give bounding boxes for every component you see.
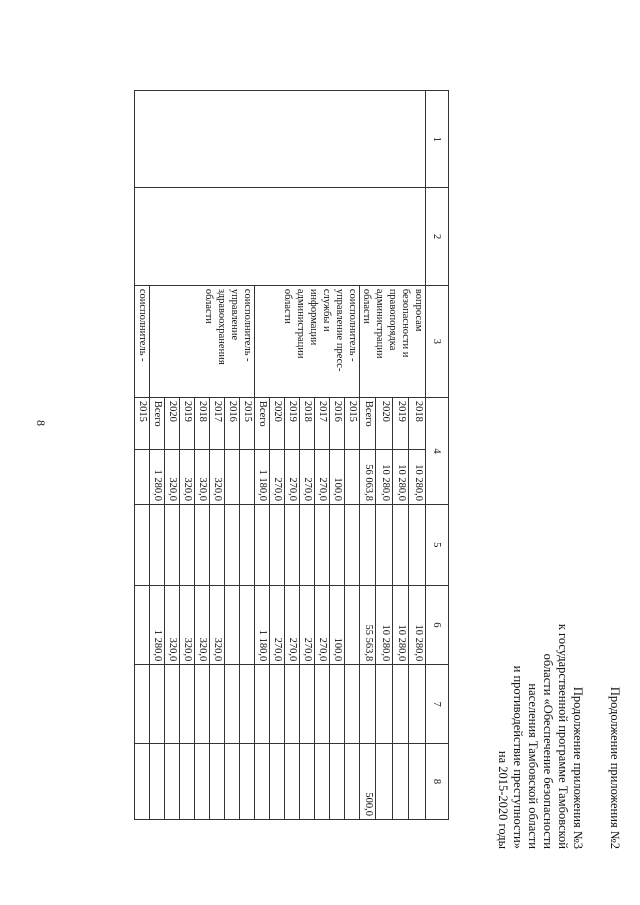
cell-col1 [135, 91, 426, 188]
col8-cell [409, 743, 426, 819]
executor-line: безопасности и [400, 288, 411, 358]
col6-cell: 320,0 [210, 585, 225, 665]
col5-cell [225, 505, 240, 586]
year-cell: 2018 [195, 397, 210, 449]
total-cell: 270,0 [300, 449, 315, 504]
total-cell [345, 449, 360, 504]
col7-cell [285, 665, 300, 744]
column-header: 3 [426, 285, 449, 397]
col7-cell [315, 665, 330, 744]
col5-cell [300, 505, 315, 586]
col8-cell [300, 743, 315, 819]
col6-cell: 10 280,0 [409, 585, 426, 665]
table-body [135, 91, 426, 820]
year-cell: 2015 [240, 397, 255, 449]
total-cell: 1 280,0 [150, 449, 165, 504]
col5-cell [270, 505, 285, 586]
total-cell [240, 449, 255, 504]
column-header: 7 [426, 665, 449, 744]
col8-cell [376, 743, 393, 819]
executor-cell [255, 285, 360, 397]
year-cell: Всего [150, 397, 165, 449]
col7-cell [240, 665, 255, 744]
executor-line: вопросам [413, 288, 424, 332]
total-cell: 1 180,0 [255, 449, 270, 504]
executor-line: службы и [321, 288, 332, 332]
total-cell: 270,0 [270, 449, 285, 504]
year-cell: 2019 [180, 397, 195, 449]
total-cell [135, 449, 150, 504]
col6-cell: 270,0 [315, 585, 330, 665]
header-continuation: Продолжение приложения №2 [608, 686, 622, 849]
col5-cell [409, 505, 426, 586]
col5-cell [210, 505, 225, 586]
col8-cell [285, 743, 300, 819]
year-cell: 2020 [165, 397, 180, 449]
column-header: 4 [426, 397, 449, 504]
year-cell: 2016 [225, 397, 240, 449]
executor-cell [150, 285, 255, 397]
col6-cell: 270,0 [270, 585, 285, 665]
col8-cell [255, 743, 270, 819]
year-cell: 2017 [210, 397, 225, 449]
executor-line: администрации [295, 288, 306, 359]
executor-line: области [361, 288, 372, 324]
column-header: 2 [426, 188, 449, 285]
col6-cell: 270,0 [285, 585, 300, 665]
total-cell [225, 449, 240, 504]
header-line: области «Обеспечение безопасности [541, 653, 555, 849]
col6-cell [135, 585, 150, 665]
col8-cell [393, 743, 410, 819]
col5-cell [195, 505, 210, 586]
col6-cell: 10 280,0 [393, 585, 410, 665]
executor-line: здравоохранения [216, 288, 227, 365]
col8-cell [150, 743, 165, 819]
header-line: и противодействие преступности» [511, 665, 525, 849]
col7-cell [376, 665, 393, 744]
total-cell: 10 280,0 [409, 449, 426, 504]
col8-cell [240, 743, 255, 819]
col8-cell [345, 743, 360, 819]
year-cell: 2020 [270, 397, 285, 449]
col8-cell [135, 743, 150, 819]
col5-cell [360, 505, 377, 586]
col7-cell [165, 665, 180, 744]
column-header: 6 [426, 585, 449, 665]
total-cell: 320,0 [180, 449, 195, 504]
col8-cell [270, 743, 285, 819]
year-cell: 2019 [285, 397, 300, 449]
col8-cell [330, 743, 345, 819]
col5-cell [255, 505, 270, 586]
col7-cell [360, 665, 377, 744]
col5-cell [393, 505, 410, 586]
col5-cell [135, 505, 150, 586]
col7-cell [300, 665, 315, 744]
col6-cell: 270,0 [300, 585, 315, 665]
executor-line: управление пресс- [334, 288, 345, 372]
executor-line: области [282, 288, 293, 324]
total-cell: 320,0 [195, 449, 210, 504]
col7-cell [225, 665, 240, 744]
col5-cell [285, 505, 300, 586]
year-cell: 2015 [135, 397, 150, 449]
col8-cell [225, 743, 240, 819]
executor-cell [135, 285, 150, 397]
col6-cell [225, 585, 240, 665]
finance-table [134, 90, 449, 820]
header-line: к государственной программе Тамбовской [556, 623, 570, 849]
col7-cell [393, 665, 410, 744]
col5-cell [240, 505, 255, 586]
year-cell: 2016 [330, 397, 345, 449]
header-line: населения Тамбовской области [526, 683, 540, 849]
col5-cell [376, 505, 393, 586]
col5-cell [345, 505, 360, 586]
executor-line: управление [229, 288, 240, 341]
year-cell: Всего [360, 397, 377, 449]
col7-cell [270, 665, 285, 744]
executor-line: соисполнитель - [137, 288, 148, 362]
column-header: 1 [426, 91, 449, 188]
year-cell: 2015 [345, 397, 360, 449]
col7-cell [195, 665, 210, 744]
year-cell: 2019 [393, 397, 410, 449]
year-cell: 2018 [409, 397, 426, 449]
executor-line: информации [308, 288, 319, 346]
executor-line: администрации [374, 288, 385, 359]
year-cell: 2018 [300, 397, 315, 449]
col7-cell [409, 665, 426, 744]
executor-cell [360, 285, 426, 397]
col8-cell [195, 743, 210, 819]
total-cell: 100,0 [330, 449, 345, 504]
col7-cell [210, 665, 225, 744]
col6-cell: 1 280,0 [150, 585, 165, 665]
col5-cell [330, 505, 345, 586]
col8-cell: 500,0 [360, 743, 377, 819]
col8-cell [165, 743, 180, 819]
total-cell: 10 280,0 [393, 449, 410, 504]
year-cell: Всего [255, 397, 270, 449]
cell-col2 [135, 188, 426, 285]
executor-line: правопорядка [387, 288, 398, 351]
col8-cell [315, 743, 330, 819]
col7-cell [330, 665, 345, 744]
page-number: 8 [34, 420, 48, 426]
col6-cell [345, 585, 360, 665]
col7-cell [180, 665, 195, 744]
col6-cell [240, 585, 255, 665]
header-lines [495, 469, 585, 849]
col5-cell [150, 505, 165, 586]
total-cell: 320,0 [165, 449, 180, 504]
col5-cell [180, 505, 195, 586]
executor-line: соисполнитель - [242, 288, 253, 362]
column-header: 8 [426, 743, 449, 819]
col5-cell [315, 505, 330, 586]
header-line: на 2015-2020 годы [496, 750, 510, 849]
total-cell: 320,0 [210, 449, 225, 504]
col6-cell: 55 563,8 [360, 585, 377, 665]
header-line: Продолжение приложения №3 [571, 686, 585, 849]
col8-cell [210, 743, 225, 819]
total-cell: 270,0 [315, 449, 330, 504]
col7-cell [135, 665, 150, 744]
col7-cell [345, 665, 360, 744]
col6-cell: 320,0 [165, 585, 180, 665]
total-cell: 56 063,8 [360, 449, 377, 504]
col5-cell [165, 505, 180, 586]
col7-cell [255, 665, 270, 744]
column-header-row [426, 91, 449, 820]
table-row [409, 91, 426, 820]
column-header: 5 [426, 505, 449, 586]
total-cell: 270,0 [285, 449, 300, 504]
col6-cell: 100,0 [330, 585, 345, 665]
col7-cell [150, 665, 165, 744]
col6-cell: 320,0 [180, 585, 195, 665]
col6-cell: 320,0 [195, 585, 210, 665]
header-block [495, 469, 622, 849]
col6-cell: 1 180,0 [255, 585, 270, 665]
col8-cell [180, 743, 195, 819]
executor-line: соисполнитель - [347, 288, 358, 362]
total-cell: 10 280,0 [376, 449, 393, 504]
executor-line: области [203, 288, 214, 324]
col6-cell: 10 280,0 [376, 585, 393, 665]
year-cell: 2017 [315, 397, 330, 449]
year-cell: 2020 [376, 397, 393, 449]
